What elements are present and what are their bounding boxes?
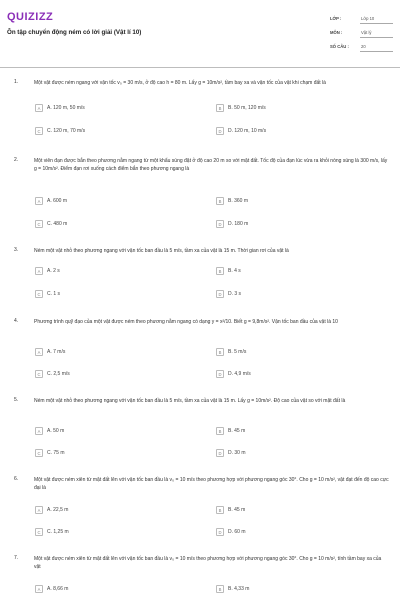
worksheet-header bbox=[0, 0, 400, 64]
option-letter-box: D bbox=[216, 449, 224, 457]
question-number: 4. bbox=[14, 318, 19, 324]
question-number: 2. bbox=[14, 157, 19, 163]
option-letter-box: B bbox=[216, 506, 224, 514]
option-text: A. 7 m/s bbox=[47, 349, 66, 355]
option-text: A. 50 m bbox=[47, 428, 65, 434]
quizizz-logo: QUIZIZZ bbox=[7, 11, 54, 23]
option-text: C. 1 s bbox=[47, 291, 61, 297]
question-number: 1. bbox=[14, 79, 19, 85]
option-text: D. 4,9 m/s bbox=[228, 371, 251, 377]
option-text: B. 5 m/s bbox=[228, 349, 247, 355]
question-text: Một vật được ném ngang với vận tốc v₀ = 30 m/s, ở độ cao h = 80 m. Lấy g = 10m/s², tầm bay xa và vận tốc của vật khi chạm đất là bbox=[34, 80, 326, 86]
question-text: Một vật được ném xiên từ mặt đất lên với vận tốc ban đầu là v₀ = 10 m/s theo phương hợp với phương ngang góc 30°. Cho g = 10 m/s², tính tầm bay xa của vật bbox=[34, 556, 382, 570]
option-letter-box: D bbox=[216, 127, 224, 135]
question-text: Một viên đạn được bắn theo phương nằm ngang từ một khẩu súng đặt ở độ cao 20 m so với mặt đất. Tốc độ của đạn lúc vừa ra khỏi nòng súng là 300 m/s, lấy g = 10m/s². Điểm đạn rơi xuống cách điểm bắn theo phương ngang là bbox=[34, 158, 388, 172]
option-letter-box: A bbox=[35, 585, 43, 593]
option-text: C. 1,25 m bbox=[47, 529, 69, 535]
option-letter-box: A bbox=[35, 197, 43, 205]
option-letter-box: B bbox=[216, 585, 224, 593]
option-letter-box: A bbox=[35, 267, 43, 275]
option-letter-box: B bbox=[216, 348, 224, 356]
option-letter-box: C bbox=[35, 370, 43, 378]
question-number: 3. bbox=[14, 247, 19, 253]
option-text: C. 480 m bbox=[47, 221, 68, 227]
meta-row-class bbox=[330, 13, 396, 27]
option-letter-box: A bbox=[35, 348, 43, 356]
option-text: A. 2 s bbox=[47, 268, 60, 274]
page-title: Ôn tập chuyển động ném có lời giải (Vật lí 10) bbox=[7, 29, 142, 36]
option-letter-box: A bbox=[35, 104, 43, 112]
meta-value: 20 bbox=[361, 44, 366, 49]
option-letter-box: C bbox=[35, 528, 43, 536]
question-number: 5. bbox=[14, 397, 19, 403]
option-letter-box: A bbox=[35, 506, 43, 514]
option-text: D. 30 m bbox=[228, 450, 246, 456]
option-letter-box: D bbox=[216, 370, 224, 378]
option-text: C. 120 m, 70 m/s bbox=[47, 128, 86, 134]
option-text: B. 50 m, 120 m/s bbox=[228, 105, 266, 111]
option-text: B. 45 m bbox=[228, 507, 246, 513]
option-text: D. 60 m bbox=[228, 529, 246, 535]
option-text: D. 180 m bbox=[228, 221, 249, 227]
question-text: Ném một vật nhỏ theo phương ngang với vận tốc ban đầu là 5 m/s, tầm xa của vật là 15 m. Thời gian rơi của vật là bbox=[34, 248, 289, 254]
meta-label: SỐ CÂU : bbox=[330, 44, 349, 49]
option-text: C. 2,5 m/s bbox=[47, 371, 70, 377]
option-text: D. 120 m, 10 m/s bbox=[228, 128, 267, 134]
question-text: Ném một vật nhỏ theo phương ngang với vận tốc ban đầu là 5 m/s, tầm xa của vật là 15 m. Lấy g = 10m/s². Độ cao của vật so với mặt đất là bbox=[34, 398, 346, 404]
option-text: B. 45 m bbox=[228, 428, 246, 434]
option-letter-box: C bbox=[35, 290, 43, 298]
option-text: A. 600 m bbox=[47, 198, 68, 204]
option-text: C. 75 m bbox=[47, 450, 65, 456]
meta-underline bbox=[360, 23, 393, 24]
meta-value: Vật lý bbox=[361, 30, 372, 35]
meta-label: MÔN : bbox=[330, 30, 343, 35]
option-letter-box: B bbox=[216, 197, 224, 205]
question-text: Một vật được ném xiên từ mặt đất lên với vận tốc ban đầu là v₀ = 10 m/s theo phương hợp với phương ngang góc 30°. Cho g = 10 m/s², vật đạt đến độ cao cực đại là bbox=[34, 477, 389, 491]
question-number: 7. bbox=[14, 555, 19, 561]
option-letter-box: D bbox=[216, 290, 224, 298]
option-letter-box: C bbox=[35, 449, 43, 457]
option-text: D. 3 s bbox=[228, 291, 242, 297]
header-divider bbox=[0, 67, 400, 68]
option-letter-box: D bbox=[216, 220, 224, 228]
option-letter-box: B bbox=[216, 104, 224, 112]
meta-value: Lớp 10 bbox=[361, 16, 375, 21]
option-letter-box: B bbox=[216, 427, 224, 435]
meta-underline bbox=[360, 37, 393, 38]
option-letter-box: D bbox=[216, 528, 224, 536]
meta-row-subject bbox=[330, 27, 396, 41]
option-text: A. 22,5 m bbox=[47, 507, 69, 513]
option-text: A. 8,66 m bbox=[47, 586, 69, 592]
option-text: B. 4,33 m bbox=[228, 586, 250, 592]
question-number: 6. bbox=[14, 476, 19, 482]
meta-panel bbox=[330, 13, 396, 55]
question-text: Phương trình quỹ đạo của một vật được ném theo phương nằm ngang có dạng y = x²/10. Biết g = 9,8m/s². Vận tốc ban đầu của vật là 10 bbox=[34, 319, 338, 325]
option-letter-box: C bbox=[35, 127, 43, 135]
option-text: B. 4 s bbox=[228, 268, 241, 274]
meta-underline bbox=[360, 51, 393, 52]
meta-row-count bbox=[330, 41, 396, 55]
option-letter-box: B bbox=[216, 267, 224, 275]
option-text: B. 360 m bbox=[228, 198, 249, 204]
meta-label: LỚP : bbox=[330, 16, 342, 21]
option-letter-box: C bbox=[35, 220, 43, 228]
option-letter-box: A bbox=[35, 427, 43, 435]
option-text: A. 120 m, 50 m/s bbox=[47, 105, 85, 111]
